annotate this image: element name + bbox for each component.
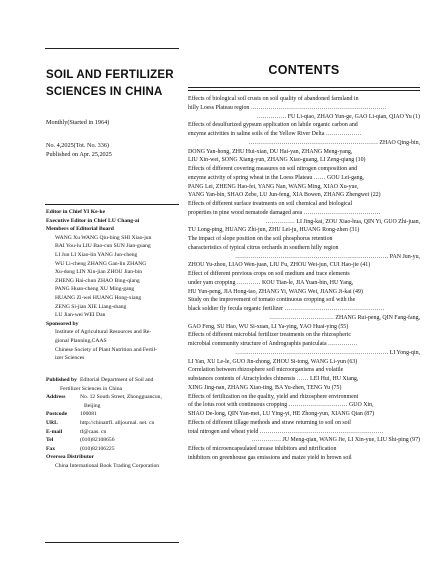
bottom-rule — [45, 542, 179, 543]
url-value: http://chinatrfl. alljournal. net. cn — [80, 419, 155, 426]
contents-line: The impact of slope position on the soil phosphorus retention — [188, 236, 333, 242]
contents-line: LIU Xin-wei, SONG Xiang-yun, ZHANG Xiao-guang, LI Zeng-qiang (10) — [188, 157, 366, 164]
contents-line: ZHOU Yu-zhou, LIAO Wen-juan, LIU Fu, ZHOU Wei-jun, CUI Hao-jie (41) — [188, 262, 371, 269]
journal-title-line-2: SCIENCES IN CHINA — [46, 86, 163, 98]
board-members-line: ZENG Si-jian XIE Liang-shang — [55, 303, 127, 310]
contents-line: enzyme activities in saline soils of the Yellow River Delta ……………… — [188, 131, 362, 137]
contents-line: …………………………………………………………………… LI Yong-qin, — [235, 349, 420, 356]
contents-line: GAO Feng, SU Hao, WU Si-xuan, LI Ya-ying, YAO Huai-ying (55) — [188, 323, 349, 330]
contents-line: Study on the improvement of tomato continuous cropping soil with the — [188, 297, 356, 304]
contents-list — [188, 95, 420, 463]
postcode-value: 100081 — [80, 411, 97, 418]
address-label: Address — [46, 394, 66, 401]
issue-number-block — [46, 141, 181, 159]
executive-editor: Executive Editor in Chief LU Chang-ai — [46, 217, 140, 224]
contents-line: Effects of fertilization on the quality, yield and rhizosphere environment — [188, 393, 359, 400]
sponsor-line: gional Planning,CAAS — [55, 337, 107, 344]
contents-line: total nitrogen and wheat yield ……………………………………………………… — [188, 428, 384, 435]
board-members-line: BAI You-lu LIU Bao-cun SUN Jian-guang — [55, 243, 151, 250]
tel-label: Tel — [46, 437, 54, 444]
board-members-line: ZHENG Hai-chun ZHAO Bing-qiang — [55, 277, 140, 284]
board-label: Members of Editorial Board — [46, 226, 114, 233]
tel-value: (010)82108656 — [80, 437, 115, 444]
postcode-row — [46, 410, 186, 419]
contents-line: …………… LI Jing-kai, ZOU Xiao-hua, QIN Yi, GUO Zhi-juan, — [265, 218, 420, 225]
contents-line: microbial community structure of Andrographis paniculata …………… — [188, 341, 358, 347]
board-members-line: HUANG Zi-wei HUANG Hong-xiang — [55, 294, 142, 301]
contents-line: Effects of different tillage methods and straw returning to soil on soil — [188, 419, 351, 426]
email-row — [46, 428, 186, 437]
publisher-info — [46, 376, 186, 471]
fax-value: (010)82106225 — [80, 445, 115, 452]
published-by-value-2: Fertilizer Sciences in China — [60, 385, 122, 392]
sponsor-line: izer Sciences — [55, 355, 85, 362]
contents-line: inhibitors on greenhouse gas emissions and maize yield in brown soil — [188, 454, 352, 461]
contents-line: PANG Lei, ZHENG Hao-fei, YANG Nan, WANG Ming, XIAO Xu-yue, — [188, 183, 359, 190]
contents-line: Effect of different previous crops on soil medium and trace elements — [188, 271, 350, 277]
masthead-column — [0, 0, 183, 579]
overseas-value: China International Book Trading Corporation — [55, 462, 160, 469]
contents-line: DONG Yan-hong, ZHU Hui-xian, DU Hai-yan, ZHANG Meng-yang, — [188, 148, 353, 155]
contents-rule-1 — [188, 87, 420, 88]
contents-line: under yam cropping ………… KOU Tian-le, JIA Yuan-bin, HU Yang, — [188, 279, 354, 286]
address-value: No. 12 South Street, Zhongguancun, — [80, 394, 162, 401]
overseas-label: Oversea Distributor — [46, 454, 95, 461]
postcode-label: Postcode — [46, 411, 68, 418]
separator-rule — [45, 204, 179, 205]
contents-line: properties in pine wood nematode damaged area ………………………………… — [188, 209, 381, 216]
contents-line: Effects of different covering measures on soil nitrogen composition and — [188, 166, 358, 172]
contents-line: …………………………………………………………………… PAN Jun-yu, — [235, 253, 420, 260]
contents-line: …………… JU Meng-qian, WANG Jie, LI Xin-yue, LIU Shi-ping (97) — [251, 437, 420, 444]
top-rule — [45, 48, 179, 49]
contents-line: XING Jing-nan, ZHANG Xiao-ting, BA Yu-zhen, TENG Yu (75) — [188, 384, 342, 391]
url-row — [46, 419, 186, 428]
published-by-row — [46, 376, 186, 385]
sponsored-label: Sponsored by — [46, 320, 79, 327]
fax-label: Fax — [46, 445, 56, 452]
contents-line: LI Yan, XU Le-le, GUO Jin-zhong, ZHOU Si-tong, WANG Li-yun (63) — [188, 358, 358, 365]
contents-line: TU Long-ping, HUANG Zhi-jun, ZHU Lei-ju, HUANG Rong-zhen (31) — [188, 227, 360, 234]
board-members-line: PANG Huan-cheng XU Ming-gang — [55, 286, 135, 293]
tel-row — [46, 436, 186, 445]
contents-line: hilly Loess Plateau region …………………………………………………………… — [188, 104, 387, 111]
journal-title-line-1: SOIL AND FERTILIZER — [46, 69, 174, 81]
journal-title — [46, 67, 181, 101]
editor-in-chief: Editor in Chief YI Ke-ke — [46, 209, 106, 215]
contents-line: HU Yun-peng, JIA Hong-tao, ZHANG Yi, WANG Wei, JIANG Ji-kai (49) — [188, 288, 363, 295]
contents-line: …………………………… ZHANG Rui-peng, QIN Fang-fang, — [269, 314, 420, 321]
board-members-line: WANG Xu WANG Qiu-bing SHI Xiao-jun — [55, 234, 152, 241]
published-by-value: Editorial Department of Soil and — [80, 377, 154, 383]
contents-line: substances contents of Atractylodes chinensis …… LEI Hui, HU Xiang, — [188, 376, 359, 382]
contents-line: Correlation between rhizosphere soil microorganisms and volatile — [188, 367, 344, 374]
contents-line: ………………………………………………………… ZHAO Qing-bin, — [248, 139, 420, 146]
issue-number: No. 4,2025(Tot. No. 336) — [46, 142, 109, 149]
contents-line: YANG Yan-bin, SHAO Zebe, LU Jun-feng, XIA Bowen, ZHANG Zhengwei (22) — [188, 192, 381, 199]
contents-line: Effects of different microbial fertilizer treatments on the rhizospheric — [188, 332, 352, 339]
email-label: E-mail — [46, 428, 63, 435]
sponsor-line: Chinese Society of Plant Nutrition and Fertil- — [55, 346, 157, 353]
board-members-line: WU Li-cheng ZHANG Gan-lin ZHANG — [55, 260, 147, 267]
contents-line: Effects of microencapsulated urease inhibitors and nitrification — [188, 446, 337, 452]
contents-line: characteristics of typical citrus orchards in southern hilly region — [188, 244, 339, 251]
contents-line: Effects of different surface treatments on soil chemical and biological — [188, 201, 353, 207]
contents-line: enzyme activity of spring wheat in the Loess Plateau …… GOU Lei-gang, — [188, 174, 365, 181]
contents-rule-2 — [188, 90, 420, 91]
published-by-label: Published by — [46, 377, 77, 383]
editorial-board — [46, 208, 186, 363]
board-members-line: LI Jun LI Xiao-lin YANG Jun-cheng — [55, 251, 138, 258]
contents-heading: CONTENTS — [268, 63, 340, 77]
fax-row — [46, 445, 186, 454]
address-value-2: Beijing — [84, 402, 101, 409]
frequency: Monthly(Started in 1964) — [46, 119, 110, 126]
url-label: URL — [46, 419, 58, 426]
board-members-line: Xu-dong LIN Xin-jian ZHOU Jian-bin — [55, 269, 142, 276]
sponsor-line: Institute of Agricultural Resources and Re- — [55, 329, 152, 336]
address-row — [46, 393, 186, 402]
issue-info — [46, 118, 181, 127]
contents-line: Effects of desulfurized gypsum application on labile organic carbon and — [188, 122, 358, 129]
contents-line: …………… FU Li-qiao, ZHAO Yun-ge, GAO Li-qian, QIAO Yu (1) — [256, 113, 420, 120]
contents-line: SHAO De-long, QIN Yan-mei, LU Ying-yi, HE Zhong-yun, XIANG Qian (87) — [188, 411, 375, 417]
email-value: tf@caas. cn — [80, 428, 107, 435]
contents-line: of the lotus root with continuous cropping ………………………… GUO Xin, — [188, 402, 374, 409]
publish-date: Published on Apr. 25,2025 — [46, 151, 112, 158]
contents-line: black soldier fly fecula organic fertilizer …………………………………………… — [188, 306, 385, 312]
board-members-line: LU Jian-wei WEI Dan — [55, 312, 106, 319]
contents-line: Effects of biological soil crusts on soil quality of abandoned farmland in — [188, 96, 359, 102]
